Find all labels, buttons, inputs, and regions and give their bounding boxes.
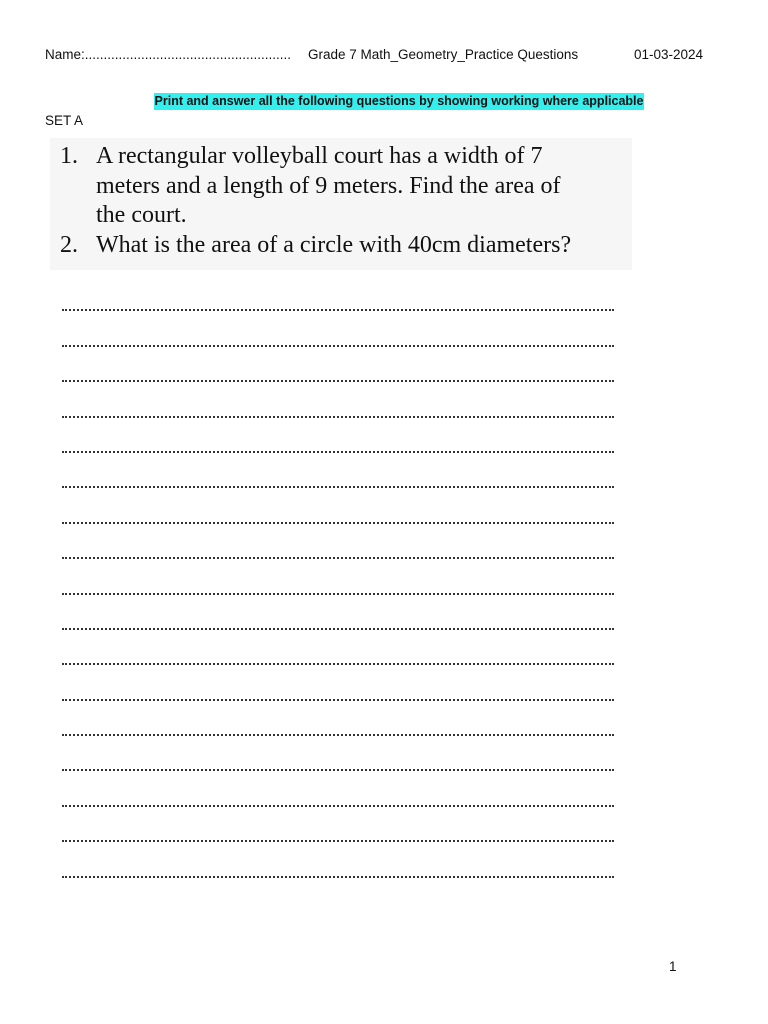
answer-line xyxy=(62,453,614,488)
answer-line xyxy=(62,701,614,736)
page-number: 1 xyxy=(669,959,677,974)
answer-line xyxy=(62,665,614,700)
answer-line xyxy=(62,842,614,877)
question-block xyxy=(50,138,632,270)
question-line: meters and a length of 9 meters. Find the area of xyxy=(96,172,561,199)
answer-line xyxy=(62,524,614,559)
instruction-banner xyxy=(0,92,768,110)
set-label: SET A xyxy=(45,113,84,128)
answer-line xyxy=(62,771,614,806)
question-number: 1. xyxy=(60,143,78,169)
instruction-text: Print and answer all the following questions by showing working where applicable xyxy=(154,94,644,108)
name-field: Name:....................................................... xyxy=(45,47,292,62)
worksheet-date: 01-03-2024 xyxy=(633,47,703,62)
answer-line xyxy=(62,347,614,382)
answer-line xyxy=(62,630,614,665)
answer-line xyxy=(62,488,614,523)
answer-line xyxy=(62,736,614,771)
answer-line xyxy=(62,382,614,417)
answer-line xyxy=(62,311,614,346)
question-number: 2. xyxy=(60,231,78,258)
question-1 xyxy=(60,142,632,231)
question-line: What is the area of a circle with 40cm diameters? xyxy=(96,231,572,258)
worksheet-title: Grade 7 Math_Geometry_Practice Questions xyxy=(308,47,579,62)
answer-line xyxy=(62,595,614,630)
answer-line xyxy=(62,559,614,594)
question-2 xyxy=(60,231,632,261)
page-header xyxy=(45,46,705,64)
answer-area xyxy=(62,276,614,878)
question-line: the court. xyxy=(96,202,187,228)
answer-line xyxy=(62,418,614,453)
answer-line xyxy=(62,807,614,842)
answer-line xyxy=(62,276,614,311)
question-line: A rectangular volleyball court has a width of 7 xyxy=(96,143,543,169)
